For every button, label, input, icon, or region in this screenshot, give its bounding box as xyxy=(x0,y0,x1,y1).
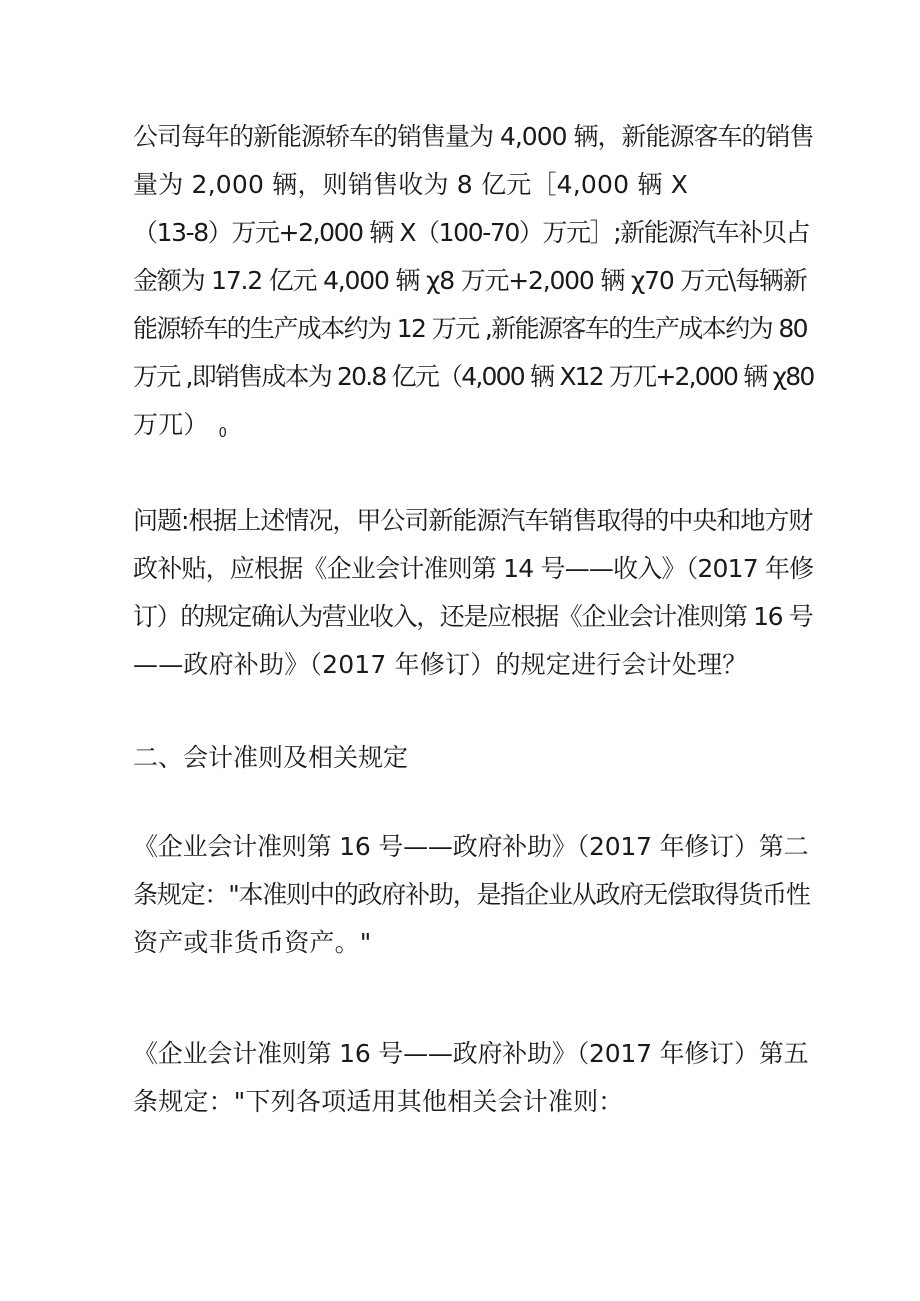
paragraph-article-five xyxy=(133,1030,809,1126)
text-line: 万元 ,即销售成本为 20.8 亿元（4,000 辆 X12 万兀+2,000 辆 χ80 xyxy=(133,362,814,391)
text-line: 金额为 17.2 亿元 4,000 辆 χ8 万元+2,000 辆 χ70 万元\每辆新 xyxy=(133,266,807,295)
text-line: 政补贴，应根据《企业会计准则第 14 号——收入》（2017 年修 xyxy=(133,554,814,583)
text-line: 条规定："本准则中的政府补助，是指企业从政府无偿取得货币性 xyxy=(133,880,810,909)
text-line: 条规定："下列各项适用其他相关会计准则： xyxy=(133,1087,624,1116)
text-line: 量为 2,000 辆，则销售收为 8 亿元［4,000 辆 X xyxy=(133,170,689,199)
section-heading: 二、会计准则及相关规定 xyxy=(133,743,409,772)
text-line: （13-8）万元+2,000 辆 X（100-70）万元］;新能源汽车补贝占 xyxy=(133,218,810,247)
paragraph-article-two xyxy=(133,823,810,967)
paragraph-sales-figures xyxy=(133,113,814,458)
text-line: 《企业会计准则第 16 号——政府补助》（2017 年修订）第五 xyxy=(133,1039,809,1068)
paragraph-question xyxy=(133,497,814,689)
text-line: 资产或非货币资产。" xyxy=(133,928,372,957)
text-line: 能源轿车的生产成本约为 12 万元 ,新能源客车的生产成本约为 80 xyxy=(133,314,807,343)
text-line-last xyxy=(133,401,798,458)
text-line-content: 万兀） xyxy=(133,410,209,439)
text-line: 问题:根据上述情况，甲公司新能源汽车销售取得的中央和地方财 xyxy=(133,506,813,535)
trailing-mark: 0 xyxy=(218,426,228,441)
text-line: 《企业会计准则第 16 号——政府补助》（2017 年修订）第二 xyxy=(133,832,809,861)
text-line: 公司每年的新能源轿车的销售量为 4,000 辆，新能源客车的销售 xyxy=(133,122,814,151)
text-line: ——政府补助》（2017 年修订）的规定进行会计处理？ xyxy=(133,650,748,679)
text-line: 订）的规定确认为营业收入，还是应根据《企业会计准则第 16 号 xyxy=(133,602,813,631)
